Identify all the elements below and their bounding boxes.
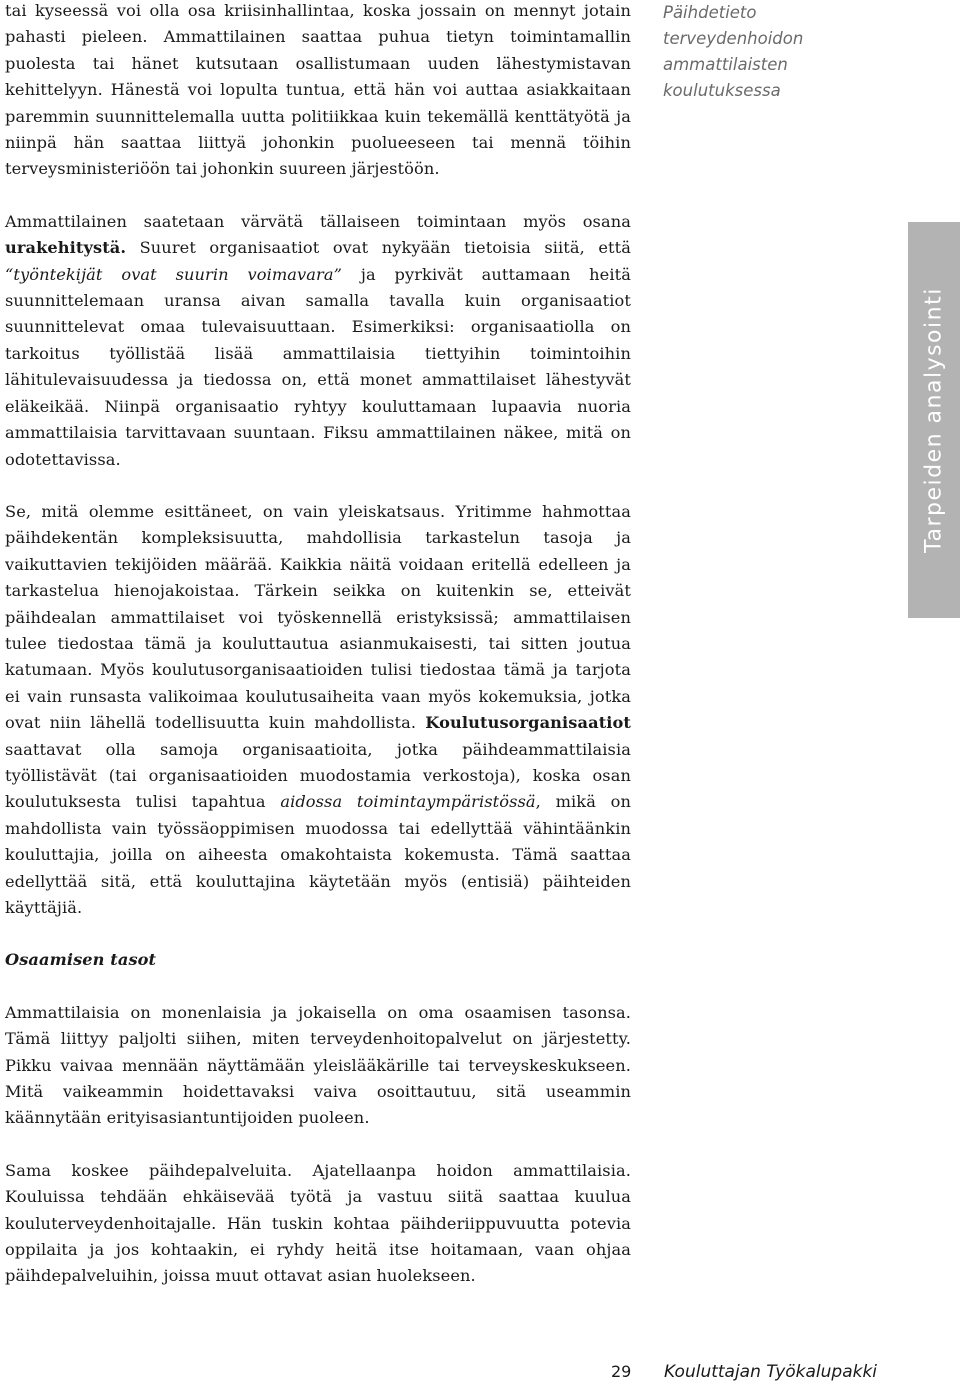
section-side-tab	[908, 222, 960, 618]
paragraph-text: Se, mitä olemme esittäneet, on vain yleiskatsaus. Yritimme hahmottaa päihdekentän kompleksisuutta, mahdollisia tarkastelun tasoja ja vaikuttavien tekijöiden määrää. Kaikkia näitä voidaan eritellä edelleen ja tarkastelua hienojakoistaa. Tärkein seikka on kuitenkin se, etteivät päihdealan ammattilaiset voi työskennellä eristyksissä; ammattilaisen tulee tiedostaa tämä ja kouluttautua asianmukaisesti, tai sitten joutua katumaan. Myös koulutusorganisaatioiden tulisi tiedostaa tämä ja tarjota ei vain runsasta valikoimaa koulutusaiheita vaan myös kokemuksia, jotka ovat niin lähellä todellisuutta kuin mahdollista.	[5, 501, 631, 733]
paragraph-text: , mikä on mahdollista vain työssäoppimisen muodossa tai edellyttää vähintäänkin kouluttajia, joilla on aiheesta omakohtaista kokemusta. Tämä saattaa edellyttää sitä, että kouluttajina käytetään myös (entisiä) päihteiden käyttäjiä.	[5, 792, 631, 917]
paragraph-overview	[5, 499, 631, 922]
page-footer	[0, 1362, 960, 1386]
sidebar-note-line: koulutuksessa	[663, 81, 781, 100]
paragraph-intro: tai kyseessä voi olla osa kriisinhallintaa, koska jossain on mennyt jotain pahasti pieleen. Ammattilainen saattaa puhua tietyn toimintamallin puolesta tai hänet kutsutaan osallistumaan uuden lähestymistavan kehittelyyn. Hänestä voi lopulta tuntua, että hän voi auttaa asiakkaitaan paremmin suunnittelemalla uutta politiikkaa kuin tekemällä kenttätyötä ja niinpä hän saattaa liittyä johonkin puolueeseen tai mennä töihin terveysministeriöön tai johonkin suureen järjestöön.	[5, 1, 631, 179]
quote-resource: “työntekijät ovat suurin voimavara”	[5, 264, 343, 284]
page-number: 29	[611, 1362, 632, 1381]
side-tab-label: Tarpeiden analysointi	[921, 287, 947, 553]
emphasis-real-environment: aidossa toimintaympäristössä	[280, 792, 536, 812]
paragraph-text: Ammattilainen saatetaan värvätä tällaiseen toimintaan myös osana	[5, 211, 631, 231]
main-text-column	[5, 0, 631, 1290]
paragraph-career-development	[5, 209, 631, 473]
section-heading: Osaamisen tasot	[5, 950, 157, 970]
sidebar-note-line: ammattilaisten	[663, 55, 788, 74]
paragraph-competence-levels: Ammattilaisia on monenlaisia ja jokaisella on oma osaamisen tasonsa. Tämä liittyy paljolti siihen, miten terveydenhoitopalvelut on järjestetty. Pikku vaivaa mennään näyttämään yleislääkärille tai terveyskeskukseen. Mitä vaikeammin hoidettavaksi vaiva osoittautuu, sitä useammin käännytään erityisasiantuntijoiden puoleen.	[5, 1002, 631, 1128]
emphasis-career-development: urakehitystä.	[5, 238, 127, 258]
emphasis-training-organisations: Koulutusorganisaatiot	[425, 713, 631, 733]
paragraph-text: saattavat olla samoja organisaatioita, jotka päihdeammattilaisia työllistävät (tai organisaatioiden muodostamia verkostoja), koska osan koulutuksesta tulisi tapahtua	[5, 739, 631, 812]
sidebar-note	[663, 0, 843, 104]
publication-title: Kouluttajan Työkalupakki	[664, 1362, 878, 1382]
paragraph-text: ja pyrkivät auttamaan heitä suunnittelemaan uransa aivan samalla tavalla kuin organisaatiot suunnittelevat omaa tulevaisuuttaan. Esimerkiksi: organisaatiolla on tarkoitus työllistää lisää ammattilaisia tiettyihin toimintoihin lähitulevaisuudessa ja tiedossa on, että monet ammattilaiset lähestyvät eläkeikää. Niinpä organisaatio ryhtyy kouluttamaan lupaavia nuoria ammattilaisia tarvittavaan suuntaan. Fiksu ammattilainen näkee, mitä on odotettavissa.	[5, 264, 631, 469]
paragraph-substance-services: Sama koskee päihdepalveluita. Ajatellaanpa hoidon ammattilaisia. Kouluissa tehdään ehkäisevää työtä ja vastuu siitä saattaa kuulua kouluterveydenhoitajalle. Hän tuskin kohtaa päihderiippuvuutta potevia oppilaita ja jos kohtaakin, ei ryhdy heitä itse hoitamaan, vaan ohjaa päihdepalveluihin, joissa muut ottavat asian huolekseen.	[5, 1160, 631, 1286]
paragraph-text: Suuret organisaatiot ovat nykyään tietoisia siitä, että	[126, 238, 631, 258]
sidebar-note-line: terveydenhoidon	[663, 29, 804, 48]
sidebar-note-line: Päihdetieto	[663, 3, 757, 22]
